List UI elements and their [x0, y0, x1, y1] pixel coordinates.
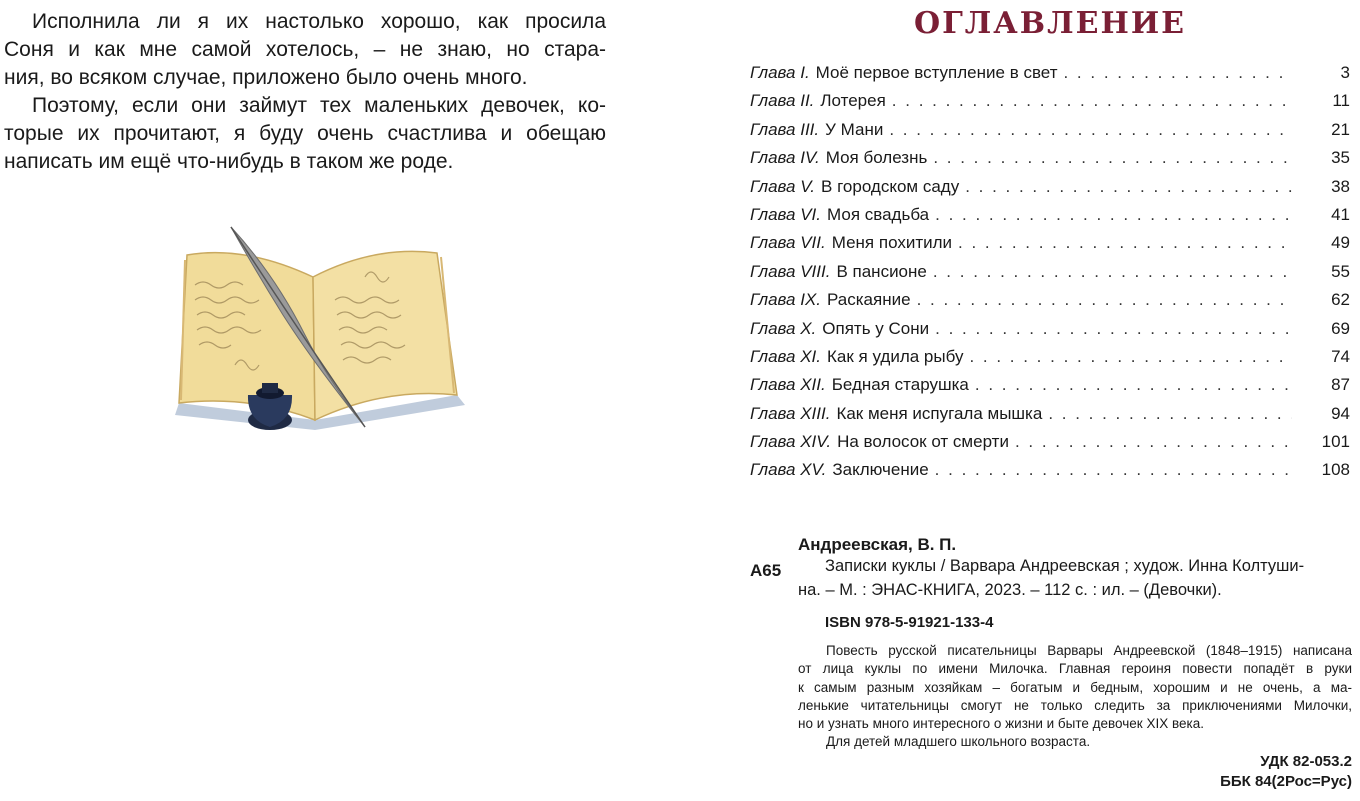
toc-page-number: 62: [1331, 290, 1350, 310]
toc-chapter-title: У Мани: [825, 119, 884, 139]
toc-page-number: 41: [1331, 204, 1350, 224]
toc-dot-leader: [1015, 428, 1292, 456]
toc-page-number: 49: [1331, 233, 1350, 253]
toc-row: [750, 258, 1350, 286]
paragraph-1-line-2: Соня и как мне самой хотелось, – не знаю, но стара-: [4, 38, 606, 61]
toc-row: [750, 87, 1350, 115]
toc-chapter-title: В городском саду: [821, 176, 960, 196]
toc-chapter-title: Моё первое вступление в свет: [815, 63, 1058, 82]
open-book-quill-inkwell-illustration: [165, 215, 475, 445]
toc-dot-leader: [935, 456, 1292, 484]
biblio-isbn: ISBN 978-5-91921-133-4: [825, 614, 994, 631]
toc-row: [750, 144, 1350, 172]
table-of-contents: [750, 59, 1350, 485]
toc-chapter-number: Глава IX.: [750, 290, 822, 310]
toc-page-number: 38: [1331, 176, 1350, 196]
annotation-line: к самым разным хозяйкам – богатым и бедным, хорошим и не очень, а ма-: [798, 679, 1352, 695]
toc-page-number: 55: [1331, 261, 1350, 281]
toc-page-number: 3: [1340, 63, 1350, 82]
paragraph-2-line-2: торые их прочитают, я буду очень счастлива и обещаю: [4, 122, 606, 145]
paragraph-1-line-1: Исполнила ли я их настолько хорошо, как просила: [32, 10, 606, 33]
toc-chapter-number: Глава XIII.: [750, 403, 831, 423]
biblio-audience: Для детей младшего школьного возраста.: [826, 734, 1091, 750]
toc-chapter-number: Глава V.: [750, 176, 816, 196]
toc-chapter-number: Глава VIII.: [750, 261, 831, 281]
left-page-text: [4, 8, 606, 176]
toc-chapter-number: Глава II.: [750, 91, 815, 111]
toc-row: [750, 315, 1350, 343]
toc-chapter-number: Глава X.: [750, 318, 817, 338]
toc-chapter-number: Глава XII.: [750, 375, 826, 395]
toc-row: [750, 116, 1350, 144]
toc-dot-leader: [892, 87, 1292, 115]
toc-page-number: 35: [1331, 148, 1350, 168]
toc-page-number: 101: [1321, 432, 1350, 452]
toc-dot-leader: [958, 229, 1292, 257]
toc-page-number: 94: [1331, 403, 1350, 423]
biblio-code: А65: [750, 561, 782, 580]
biblio-author: Андреевская, В. П.: [798, 535, 957, 554]
toc-dot-leader: [969, 343, 1292, 371]
toc-chapter-title: Лотерея: [820, 91, 886, 111]
toc-row: [750, 59, 1350, 87]
toc-page-number: 11: [1332, 91, 1350, 111]
toc-chapter-title: Как меня испугала мышка: [836, 403, 1043, 423]
toc-chapter-title: Моя свадьба: [827, 204, 930, 224]
paragraph-1: [4, 8, 606, 92]
toc-dot-leader: [935, 315, 1292, 343]
toc-chapter-title: Меня похитили: [831, 233, 953, 253]
toc-dot-leader: [933, 258, 1292, 286]
toc-page-number: 87: [1331, 375, 1350, 395]
paragraph-1-line-3: ния, во всяком случае, приложено было очень много.: [4, 66, 528, 89]
annotation-line: Повесть русской писательницы Варвары Андреевской (1848–1915) написана: [826, 643, 1352, 658]
toc-chapter-number: Глава IV.: [750, 148, 820, 168]
toc-chapter-number: Глава XV.: [750, 460, 827, 480]
paragraph-2-line-1: Поэтому, если они займут тех маленьких девочек, ко-: [32, 94, 606, 117]
biblio-classification: [1220, 752, 1352, 792]
toc-row: [750, 286, 1350, 314]
toc-row: [750, 371, 1350, 399]
toc-row: [750, 456, 1350, 484]
toc-chapter-title: Опять у Сони: [822, 318, 930, 338]
toc-dot-leader: [889, 116, 1292, 144]
annotation-line: но и узнать много интересного о жизни и быте девочек XIX века.: [798, 716, 1204, 732]
toc-page-number: 69: [1331, 318, 1350, 338]
toc-chapter-number: Глава VII.: [750, 233, 826, 253]
toc-chapter-title: Заключение: [832, 460, 929, 480]
toc-dot-leader: [1048, 400, 1292, 428]
biblio-line-1: Записки куклы / Варвара Андреевская ; худож. Инна Колтуши-: [825, 557, 1305, 575]
annotation-line: ленькие читательницы смогут не только следить за приключениями Милочки,: [798, 697, 1352, 713]
paragraph-2-line-3: написать им ещё что-нибудь в таком же роде.: [4, 150, 454, 173]
toc-chapter-number: Глава XI.: [750, 346, 822, 366]
toc-row: [750, 428, 1350, 456]
toc-row: [750, 173, 1350, 201]
toc-row: [750, 343, 1350, 371]
toc-page-number: 21: [1331, 119, 1350, 139]
toc-dot-leader: [975, 371, 1292, 399]
toc-page-number: 74: [1331, 346, 1350, 366]
udk-code: УДК 82-053.2: [1260, 753, 1352, 770]
bbk-code: ББК 84(2Рос=Рус): [1220, 773, 1352, 790]
biblio-annotation: [798, 642, 1352, 752]
annotation-line: от лица куклы по имени Милочка. Главная героиня повести попадёт в руки: [798, 661, 1352, 677]
toc-page-number: 108: [1321, 460, 1350, 480]
toc-chapter-title: Бедная старушка: [831, 375, 969, 395]
toc-row: [750, 201, 1350, 229]
toc-chapter-title: Как я удила рыбу: [827, 346, 964, 366]
toc-row: [750, 229, 1350, 257]
toc-chapter-number: Глава III.: [750, 119, 820, 139]
toc-chapter-number: Глава I.: [750, 63, 810, 82]
toc-chapter-title: В пансионе: [836, 261, 927, 281]
paragraph-2: [4, 92, 606, 176]
toc-chapter-title: На волосок от смерти: [837, 432, 1009, 452]
biblio-line-2: на. – М. : ЭНАС-КНИГА, 2023. – 112 с. : ил. – (Девочки).: [798, 581, 1222, 599]
toc-dot-leader: [965, 173, 1292, 201]
toc-chapter-number: Глава VI.: [750, 204, 822, 224]
toc-chapter-title: Раскаяние: [827, 290, 911, 310]
toc-title: ОГЛАВЛЕНИЕ: [913, 6, 1187, 41]
toc-dot-leader: [933, 144, 1292, 172]
toc-dot-leader: [935, 201, 1292, 229]
toc-dot-leader: [1063, 59, 1292, 87]
toc-chapter-number: Глава XIV.: [750, 432, 832, 452]
toc-dot-leader: [917, 286, 1292, 314]
toc-row: [750, 400, 1350, 428]
toc-chapter-title: Моя болезнь: [825, 148, 928, 168]
